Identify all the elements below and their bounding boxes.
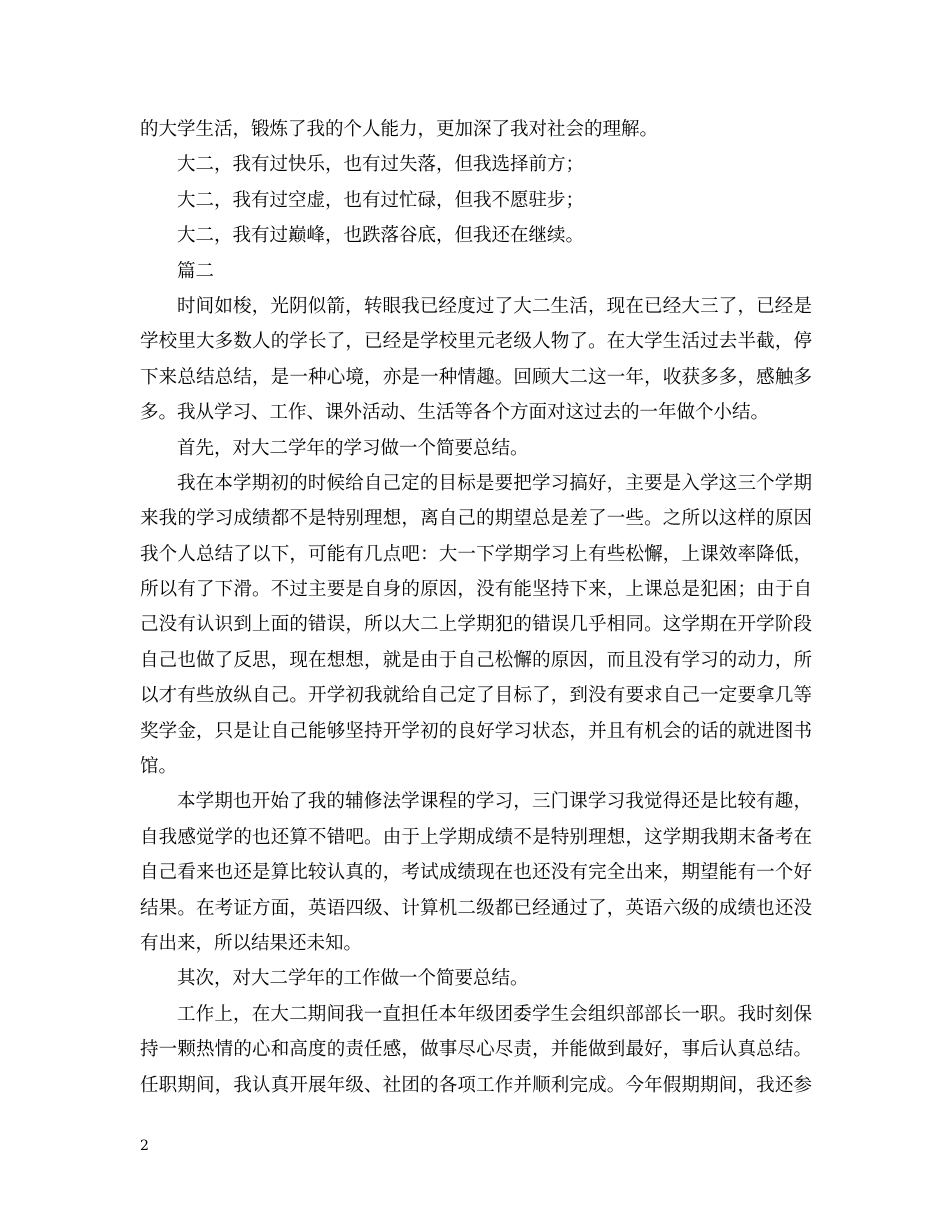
- text-line: 下来总结总结，是一种心境，亦是一种情趣。回顾大二这一年，收获多多，感触多: [140, 366, 812, 388]
- text-line: 时间如梭，光阴似箭，转眼我已经度过了大二生活，现在已经大三了，已经是: [177, 295, 812, 317]
- text-line: 结果。在考证方面，英语四级、计算机二级都已经通过了，英语六级的成绩也还没: [140, 897, 812, 919]
- text-line: 大二，我有过巅峰，也跌落谷底，但我还在继续。: [177, 225, 585, 247]
- text-line: 奖学金，只是让自己能够坚持开学初的良好学习状态，并且有机会的话的就进图书: [140, 720, 812, 742]
- page-number: 2: [140, 1138, 149, 1154]
- document-body: [140, 112, 812, 1103]
- text-line: 己没有认识到上面的错误，所以大二上学期犯的错误几乎相同。这学期在开学阶段: [140, 614, 812, 636]
- text-line: 其次，对大二学年的工作做一个简要总结。: [177, 968, 529, 990]
- text-line: 馆。: [140, 756, 178, 778]
- text-line: 学校里大多数人的学长了，已经是学校里元老级人物了。在大学生活过去半截，停: [140, 331, 812, 353]
- text-line: 大二，我有过快乐，也有过失落，但我选择前方；: [177, 154, 585, 176]
- text-line: 自我感觉学的也还算不错吧。由于上学期成绩不是特别理想，这学期我期末备考在: [140, 826, 812, 848]
- text-line: 我个人总结了以下，可能有几点吧：大一下学期学习上有些松懈，上课效率降低，: [140, 543, 812, 565]
- text-line: 工作上，在大二期间我一直担任本年级团委学生会组织部部长一职。我时刻保: [177, 1003, 812, 1025]
- text-line: 大二，我有过空虚，也有过忙碌，但我不愿驻步；: [177, 189, 585, 211]
- text-line: 任职期间，我认真开展年级、社团的各项工作并顺利完成。今年假期期间，我还参: [140, 1074, 812, 1096]
- text-line: 持一颗热情的心和高度的责任感，做事尽心尽责，并能做到最好，事后认真总结。: [140, 1039, 812, 1061]
- text-line: 多。我从学习、工作、课外活动、生活等各个方面对这过去的一年做个小结。: [140, 402, 770, 424]
- text-line: 自己也做了反思，现在想想，就是由于自己松懈的原因，而且没有学习的动力，所: [140, 649, 812, 671]
- text-line: 首先，对大二学年的学习做一个简要总结。: [177, 437, 529, 459]
- text-line: 所以有了下滑。不过主要是自身的原因，没有能坚持下来，上课总是犯困；由于自: [140, 579, 812, 601]
- text-line: 有出来，所以结果还未知。: [140, 932, 363, 954]
- text-line: 本学期也开始了我的辅修法学课程的学习，三门课学习我觉得还是比较有趣，: [177, 791, 812, 813]
- text-line: 以才有些放纵自己。开学初我就给自己定了目标了，到没有要求自己一定要拿几等: [140, 685, 812, 707]
- text-line: 的大学生活，锻炼了我的个人能力，更加深了我对社会的理解。: [140, 119, 659, 140]
- text-line: 我在本学期初的时候给自己定的目标是要把学习搞好，主要是入学这三个学期: [177, 472, 812, 494]
- text-line: 篇二: [177, 260, 215, 282]
- text-line: 自己看来也还是算比较认真的，考试成绩现在也还没有完全出来，期望能有一个好: [140, 862, 812, 884]
- text-line: 来我的学习成绩都不是特别理想，离自己的期望总是差了一些。之所以这样的原因: [140, 508, 812, 530]
